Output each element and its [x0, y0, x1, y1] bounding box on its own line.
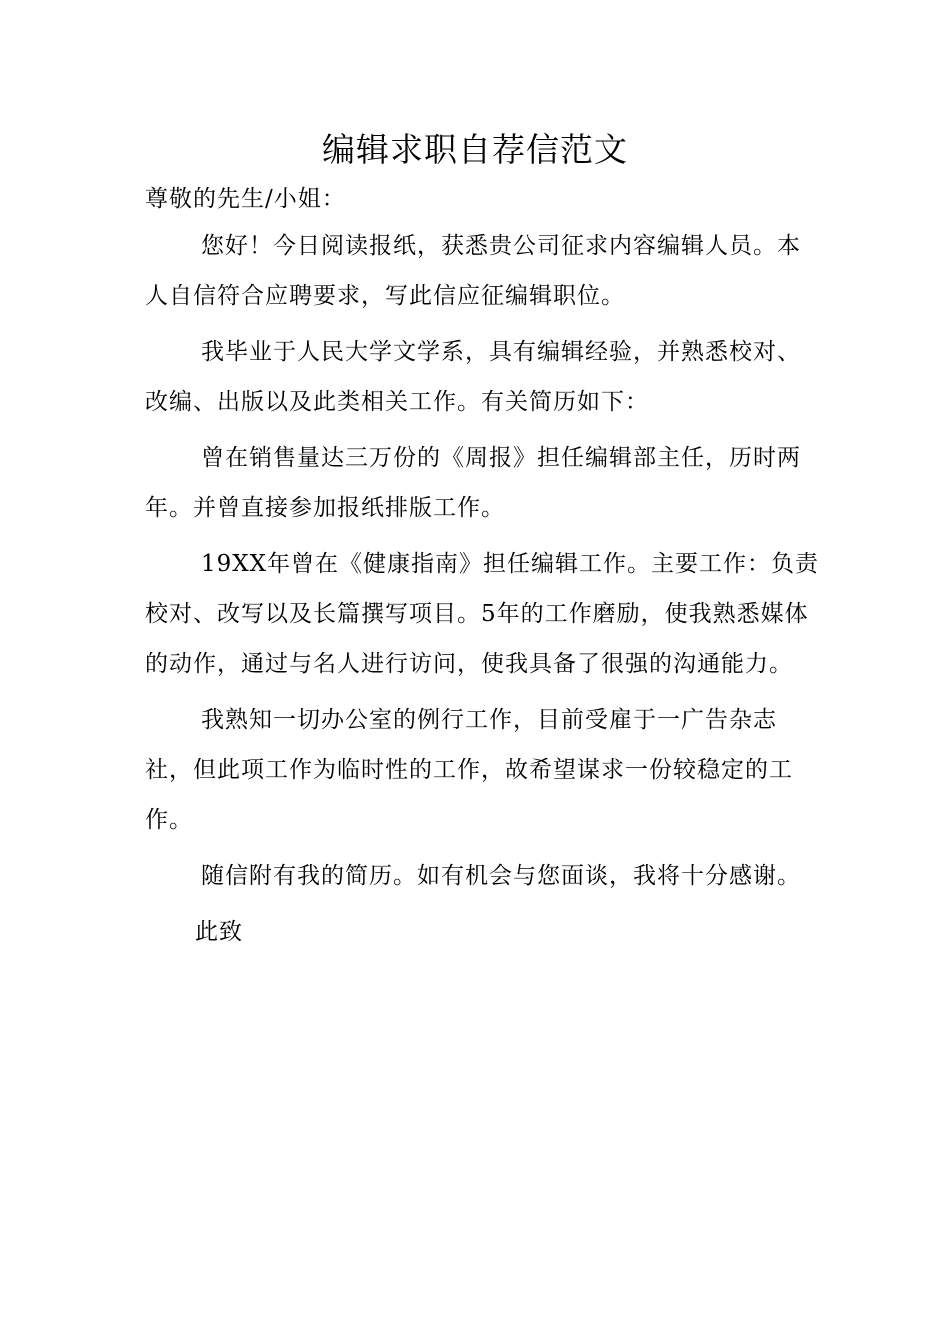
paragraph-attachment: 随信附有我的简历。如有机会与您面谈，我将十分感谢。 — [201, 863, 801, 889]
salutation: 尊敬的先生/小姐： — [145, 186, 346, 212]
document-title: 编辑求职自荐信范文 — [322, 130, 628, 169]
paragraph-intro: 您好！今日阅读报纸，获悉贵公司征求内容编辑人员。本人自信符合应聘要求，写此信应征编辑职位。 — [145, 233, 801, 309]
paragraph-current-job: 我熟知一切办公室的例行工作，目前受雇于一广告杂志社，但此项工作为临时性的工作，故希望谋求一份较稳定的工作。 — [145, 707, 793, 833]
letter-body — [145, 177, 820, 957]
paragraph-education: 我毕业于人民大学文学系，具有编辑经验，并熟悉校对、改编、出版以及此类相关工作。有关简历如下： — [145, 339, 801, 415]
paragraph-experience-health: 19XX年曾在《健康指南》担任编辑工作。主要工作：负责校对、改写以及长篇撰写项目。5年的工作磨励，使我熟悉媒体的动作，通过与名人进行访问，使我具备了很强的沟通能力。 — [145, 551, 820, 677]
closing: 此致 — [195, 919, 243, 945]
paragraph-experience-weekly: 曾在销售量达三万份的《周报》担任编辑部主任，历时两年。并曾直接参加报纸排版工作。 — [145, 445, 801, 521]
